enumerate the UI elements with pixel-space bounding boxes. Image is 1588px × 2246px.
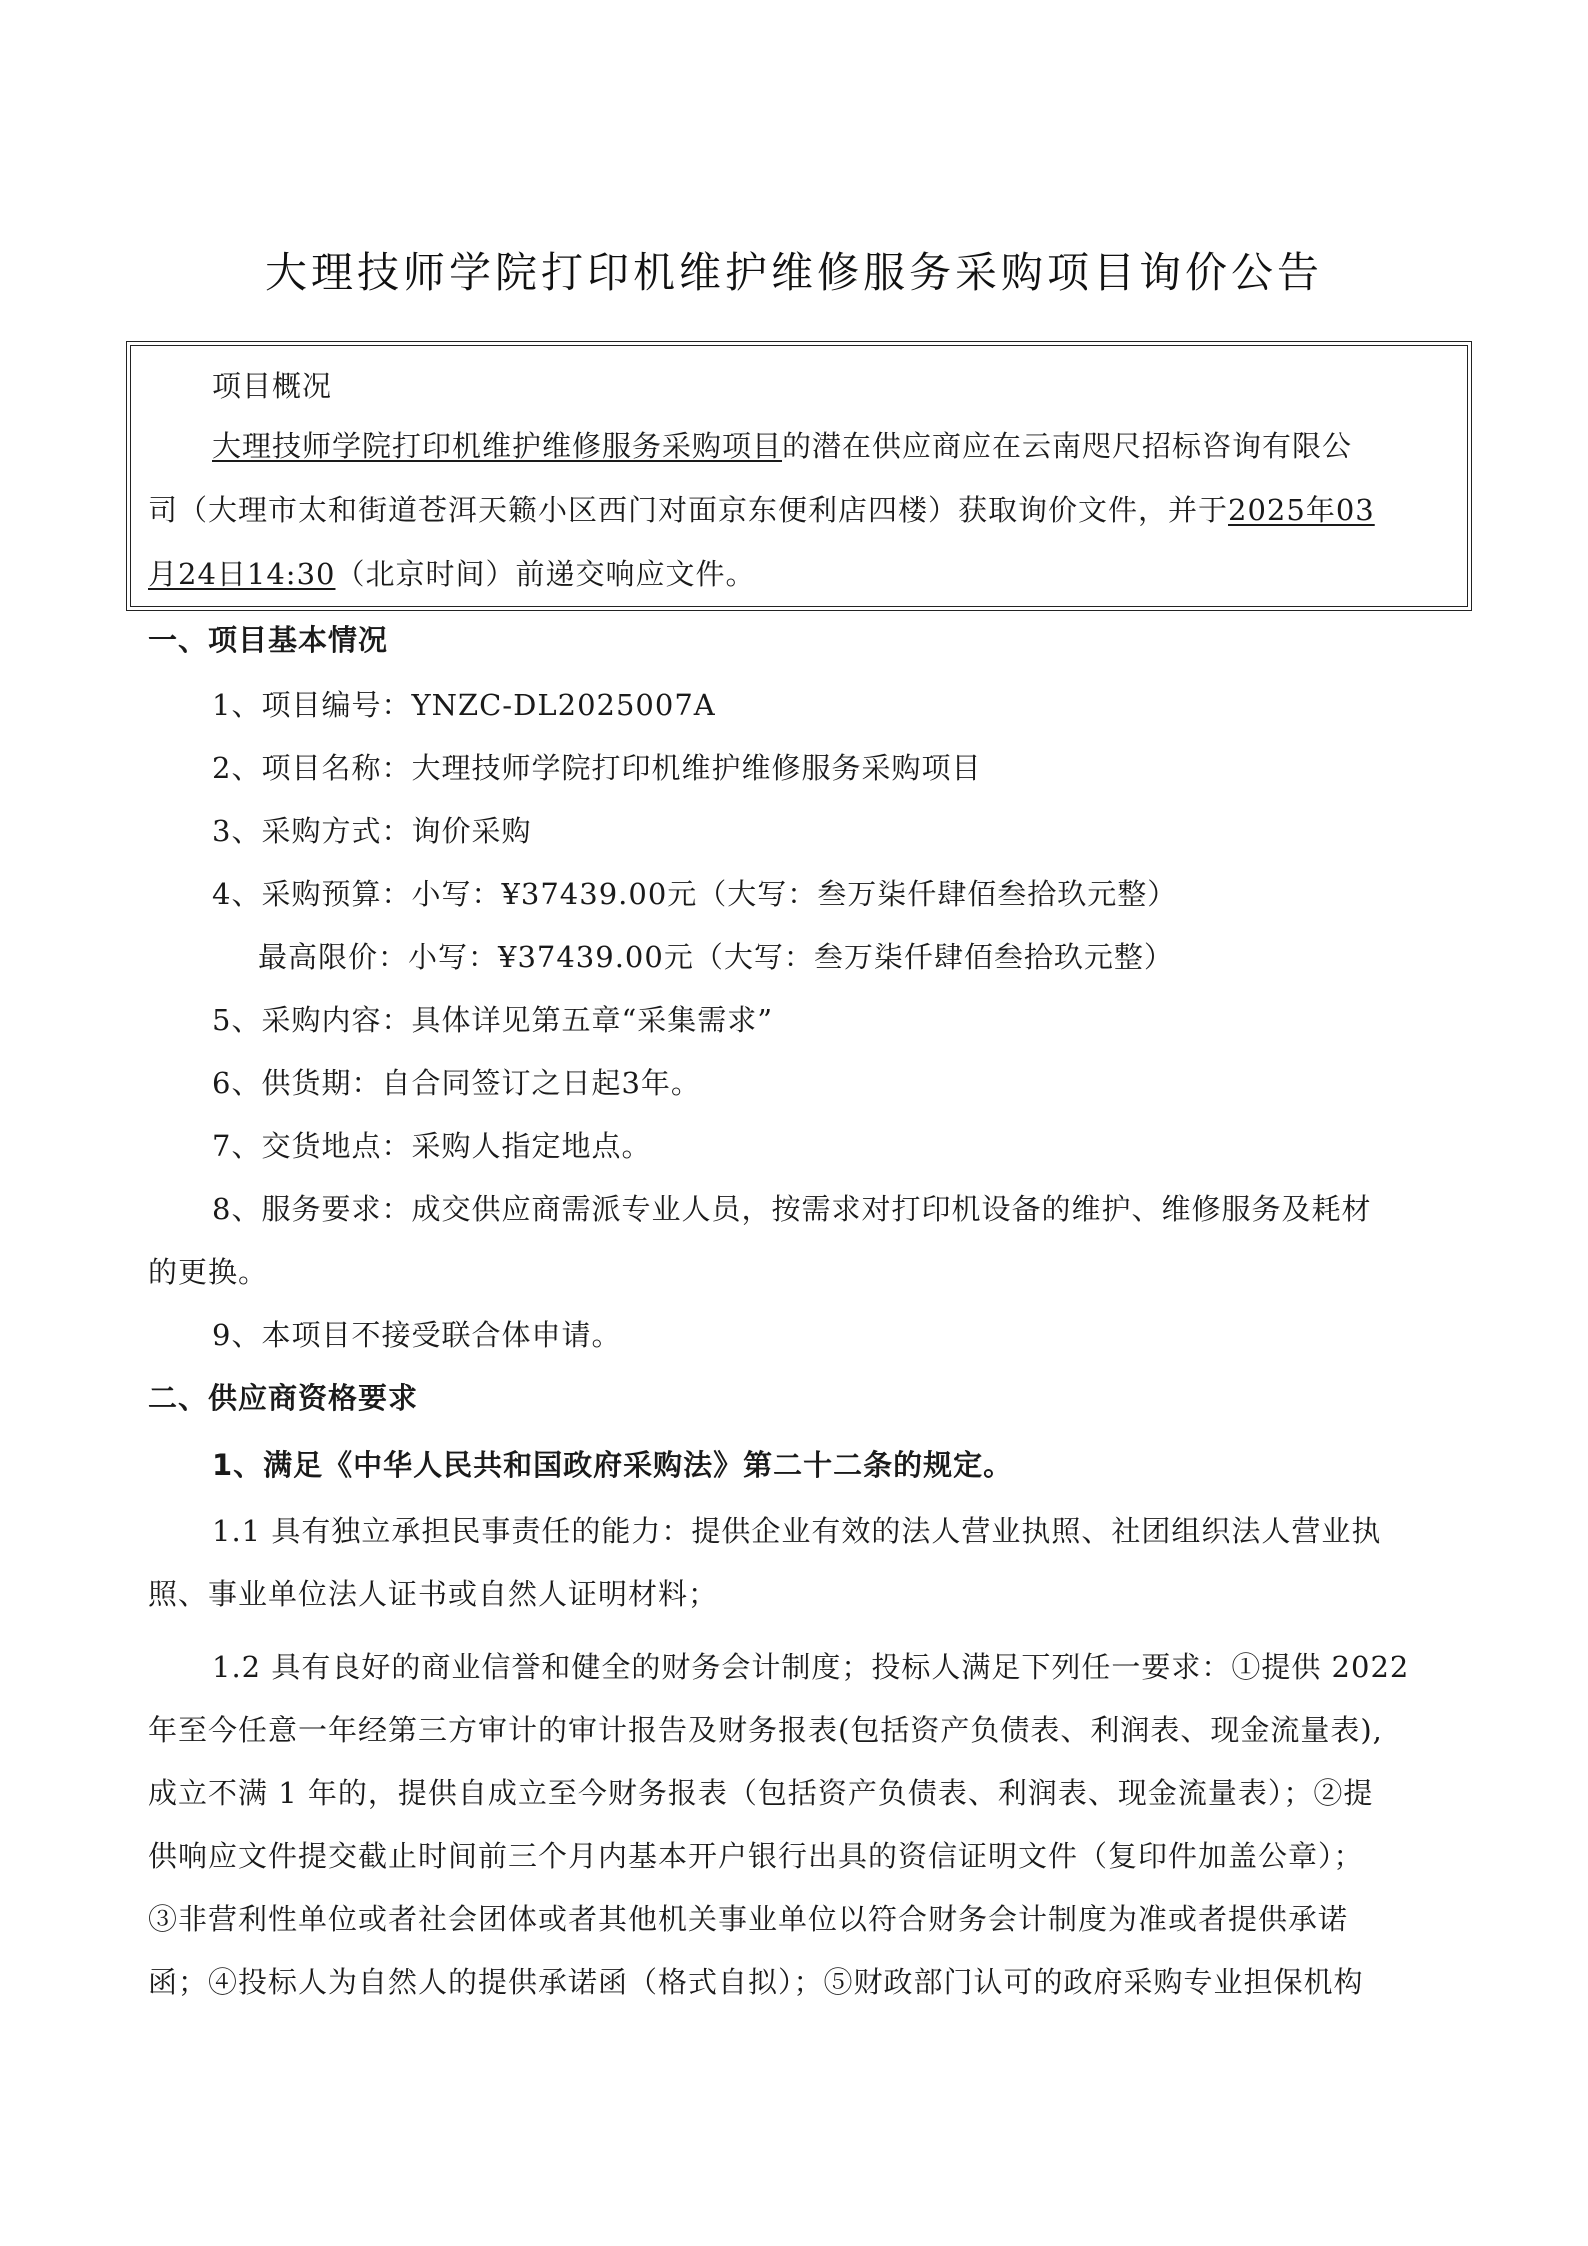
overview-line-1 [212, 426, 1352, 466]
overview-line-2 [148, 490, 1375, 530]
overview-deadline-1: 2025年03 [1228, 493, 1375, 527]
section1-item: 2、项目名称：大理技师学院打印机维护维修服务采购项目 [212, 751, 982, 785]
overview-line-3 [148, 554, 756, 594]
overview-project-name: 大理技师学院打印机维护维修服务采购项目 [212, 429, 783, 463]
section2-line: 1.1 具有独立承担民事责任的能力：提供企业有效的法人营业执照、社团组织法人营业执 [212, 1514, 1382, 1548]
section2-line: 函；④投标人为自然人的提供承诺函（格式自拟）；⑤财政部门认可的政府采购专业担保机构 [148, 1965, 1364, 1999]
section1-item: 6、供货期：自合同签订之日起3年。 [212, 1066, 701, 1100]
section2-line: 供响应文件提交截止时间前三个月内基本开户银行出具的资信证明文件（复印件加盖公章）； [148, 1839, 1364, 1873]
section2-line: 1.2 具有良好的商业信誉和健全的财务会计制度；投标人满足下列任一要求：①提供 2022 [212, 1650, 1410, 1684]
overview-deadline-2: 月24日14:30 [148, 557, 336, 591]
section2-subheading: 1、满足《中华人民共和国政府采购法》第二十二条的规定。 [212, 1448, 1014, 1482]
overview-heading: 项目概况 [212, 369, 333, 403]
section1-item: 8、服务要求：成交供应商需派专业人员，按需求对打印机设备的维护、维修服务及耗材 [212, 1192, 1372, 1226]
overview-line-2-text: 司（大理市太和街道苍洱天籁小区西门对面京东便利店四楼）获取询价文件，并于 [148, 493, 1229, 527]
overview-line-1-rest: 的潜在供应商应在云南咫尺招标咨询有限公 [782, 429, 1353, 463]
section1-item: 最高限价：小写：¥37439.00元（大写：叁万柒仟肆佰叁拾玖元整） [258, 940, 1174, 974]
overview-line-3-rest: （北京时间）前递交响应文件。 [335, 557, 756, 591]
section2-line: 年至今任意一年经第三方审计的审计报告及财务报表(包括资产负债表、利润表、现金流量表), [148, 1713, 1383, 1747]
page-title: 大理技师学院打印机维护维修服务采购项目询价公告 [264, 248, 1323, 297]
section2-heading: 二、供应商资格要求 [148, 1381, 419, 1415]
section1-item: 的更换。 [148, 1255, 269, 1289]
section1-heading: 一、项目基本情况 [148, 623, 389, 657]
section2-line: 成立不满 1 年的，提供自成立至今财务报表（包括资产负债表、利润表、现金流量表）；②提 [148, 1776, 1374, 1810]
section1-item: 7、交货地点：采购人指定地点。 [212, 1129, 652, 1163]
section2-line: 照、事业单位法人证书或自然人证明材料； [148, 1577, 719, 1611]
section1-item: 9、本项目不接受联合体申请。 [212, 1318, 622, 1352]
section1-item: 1、项目编号：YNZC-DL2025007A [212, 688, 716, 722]
section1-item: 3、采购方式：询价采购 [212, 814, 532, 848]
section1-item: 5、采购内容：具体详见第五章“采集需求” [212, 1003, 774, 1037]
section1-item: 4、采购预算：小写：¥37439.00元（大写：叁万柒仟肆佰叁拾玖元整） [212, 877, 1178, 911]
section2-line: ③非营利性单位或者社会团体或者其他机关事业单位以符合财务会计制度为准或者提供承诺 [148, 1902, 1349, 1936]
